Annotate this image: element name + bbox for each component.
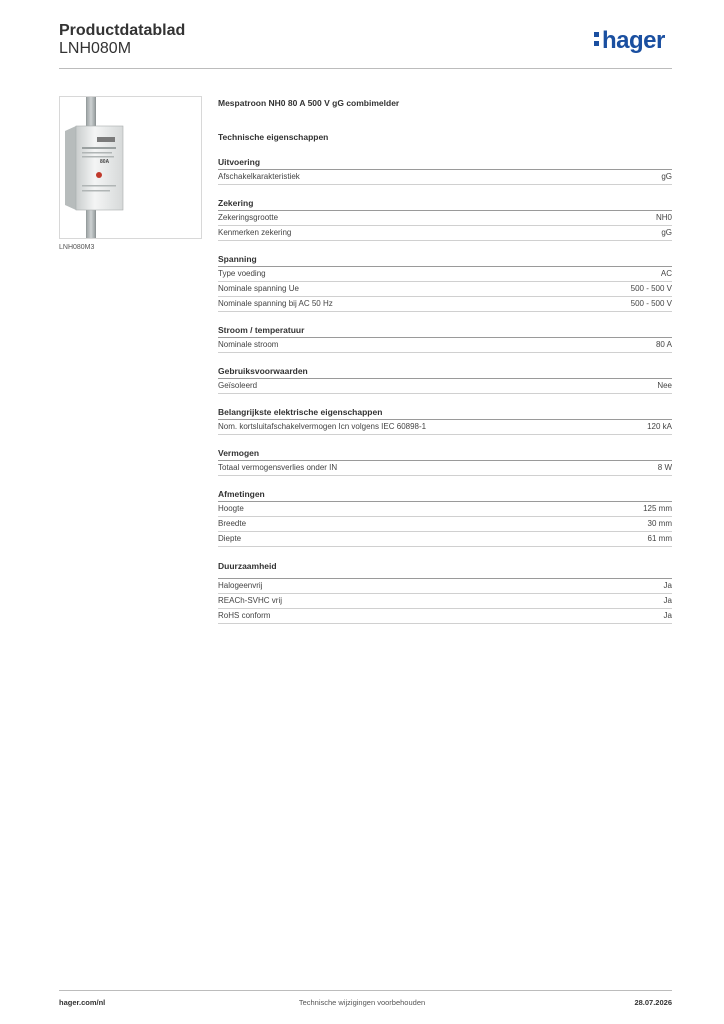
group-title: Vermogen [218, 447, 672, 461]
spec-value: Ja [663, 611, 672, 620]
footer-website-link[interactable]: hager.com/nl [59, 998, 106, 1007]
spec-group-stroom [218, 324, 672, 353]
logo-dots-icon [594, 30, 600, 46]
spec-label: REACh-SVHC vrij [218, 596, 283, 605]
spec-label: Nominale stroom [218, 340, 279, 349]
spec-label: Geïsoleerd [218, 381, 258, 390]
spec-value: 30 mm [647, 519, 672, 528]
spec-row [218, 267, 672, 282]
spec-group-duurzaamheid [218, 559, 672, 624]
image-rating-label: 80A [100, 159, 110, 165]
spec-row [218, 226, 672, 241]
spec-group-spanning [218, 253, 672, 312]
group-title: Gebruiksvoorwaarden [218, 365, 672, 379]
spec-value: 120 kA [647, 422, 672, 431]
spec-row [218, 517, 672, 532]
spec-value: 500 - 500 V [630, 284, 672, 293]
spec-row [218, 379, 672, 394]
spec-label: Diepte [218, 534, 242, 543]
spec-label: Afschakelkarakteristiek [218, 172, 300, 181]
spec-label: Nominale spanning Ue [218, 284, 299, 293]
footer-notice: Technische wijzigingen voorbehouden [298, 998, 426, 1007]
logo-text: hager [602, 27, 665, 54]
spec-group-vermogen [218, 447, 672, 476]
spec-value: 61 mm [647, 534, 672, 543]
product-code: LNH080M [59, 40, 132, 57]
group-title: Zekering [218, 197, 672, 211]
spec-value: 8 W [657, 463, 672, 472]
spec-row [218, 502, 672, 517]
group-title: Stroom / temperatuur [218, 324, 672, 338]
spec-row [218, 282, 672, 297]
spec-group-zekering [218, 197, 672, 241]
image-caption: LNH080M3 [59, 244, 95, 251]
hager-logo[interactable] [594, 28, 665, 54]
spec-label: Halogeenvrij [218, 581, 263, 590]
spec-group-elektrisch [218, 406, 672, 435]
group-title: Spanning [218, 253, 672, 267]
footer-date: 28.07.2026 [634, 998, 672, 1007]
fuse-cartridge-icon [60, 97, 201, 238]
spec-row [218, 461, 672, 476]
group-title: Belangrijkste elektrische eigenschappen [218, 406, 672, 420]
spec-row [218, 211, 672, 226]
spec-label: Zekeringsgrootte [218, 213, 279, 222]
spec-value: 500 - 500 V [630, 299, 672, 308]
header-divider [59, 68, 672, 69]
spec-label: Breedte [218, 519, 247, 528]
spec-value: NH0 [655, 213, 672, 222]
spec-label: Nom. kortsluitafschakelvermogen Icn volgens IEC 60898-1 [218, 422, 427, 431]
spec-value: Nee [657, 381, 672, 390]
spec-label: Type voeding [218, 269, 266, 278]
spec-row [218, 609, 672, 624]
product-title: Mespatroon NH0 80 A 500 V gG combimelder [218, 98, 400, 108]
spec-value: 125 mm [643, 504, 672, 513]
product-image [59, 96, 202, 239]
group-title: Duurzaamheid [218, 559, 672, 579]
spec-group-gebruiksvoorwaarden [218, 365, 672, 394]
group-title: Afmetingen [218, 488, 672, 502]
spec-value: AC [660, 269, 672, 278]
spec-label: Totaal vermogensverlies onder IN [218, 463, 338, 472]
footer-divider [59, 990, 672, 991]
page-title: Productdatablad [59, 22, 186, 39]
spec-label: Kenmerken zekering [218, 228, 292, 237]
spec-value: gG [661, 228, 672, 237]
spec-label: Hoogte [218, 504, 244, 513]
spec-value: 80 A [655, 340, 672, 349]
spec-row [218, 420, 672, 435]
spec-value: gG [661, 172, 672, 181]
spec-value: Ja [663, 596, 672, 605]
spec-group-afmetingen [218, 488, 672, 547]
spec-row [218, 579, 672, 594]
spec-content [218, 96, 672, 624]
spec-label: RoHS conform [218, 611, 271, 620]
spec-row [218, 338, 672, 353]
spec-group-uitvoering [218, 156, 672, 185]
group-title: Uitvoering [218, 156, 672, 170]
section-title: Technische eigenschappen [218, 132, 329, 142]
spec-row [218, 594, 672, 609]
spec-row [218, 532, 672, 547]
spec-label: Nominale spanning bij AC 50 Hz [218, 299, 333, 308]
spec-row [218, 297, 672, 312]
spec-value: Ja [663, 581, 672, 590]
spec-row [218, 170, 672, 185]
